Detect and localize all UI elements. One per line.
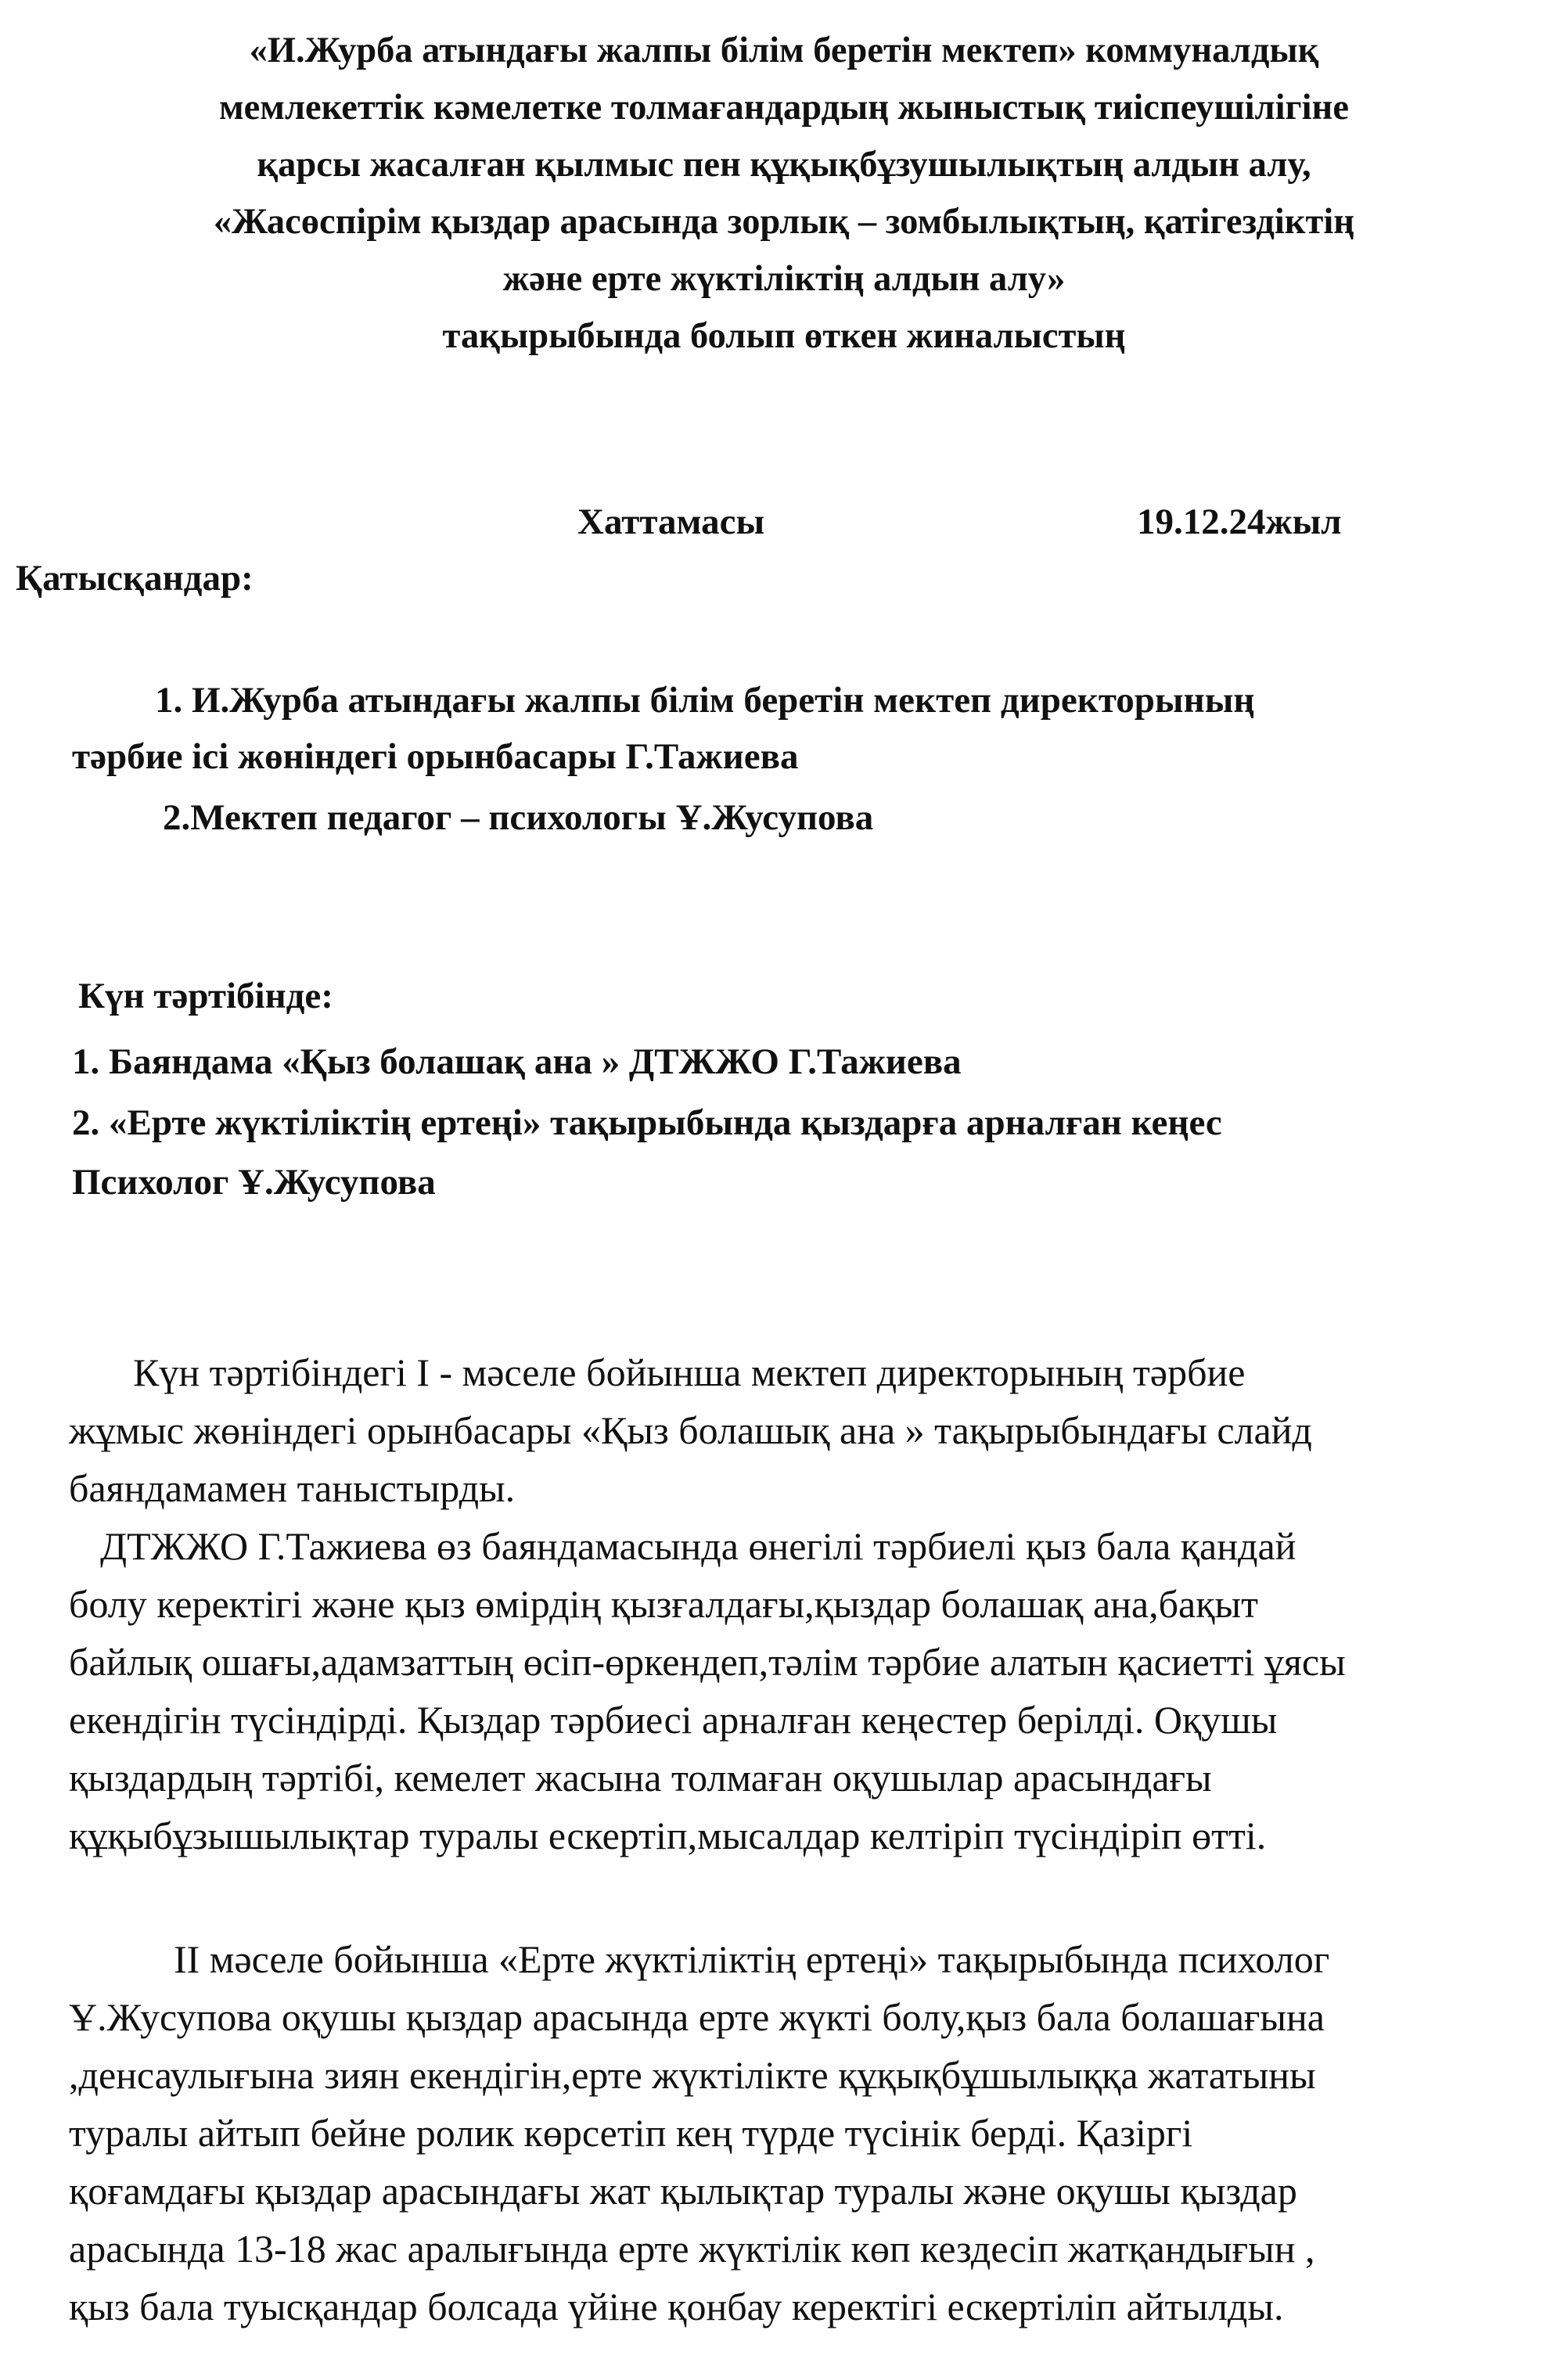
agenda-item: 1. Баяндама «Қыз болашақ ана » ДТЖЖО Г.Тажиева [72, 1041, 962, 1082]
paragraph-line: туралы айтып бейне ролик көрсетіп кең түрде түсінік берді. Қазіргі [69, 2111, 1193, 2155]
paragraph-line: ДТЖЖО Г.Тажиева өз баяндамасында өнегілі тәрбиелі қыз бала қандай [100, 1524, 1296, 1568]
participant-item: 2.Мектеп педагог – психологы Ұ.Жусупова [163, 797, 874, 838]
paragraph-line: ІІ мәселе бойынша «Ерте жүктіліктің ертеңі» тақырыбында психолог [174, 1937, 1330, 1981]
document-title [0, 22, 1568, 365]
participant-item: тәрбие ісі жөніндегі орынбасары Г.Тажиева [72, 736, 799, 777]
title-line: тақырыбында болып өткен жиналыстың [442, 316, 1126, 356]
paragraph-line: болу керектігі және қыз өмірдің қызғалдағы,қыздар болашақ ана,бақыт [69, 1582, 1258, 1626]
paragraph-line: арасында 13-18 жас аралығында ерте жүктілік көп кездесіп жатқандығын , [69, 2227, 1315, 2271]
agenda-heading: Күн тәртібінде: [78, 976, 333, 1016]
paragraph-line: жұмыс жөніндегі орынбасары «Қыз болашық ана » тақырыбындағы слайд [69, 1408, 1312, 1452]
title-line: қарсы жасалған қылмыс пен құқықбұзушылықтың алдын алу, [257, 145, 1311, 185]
paragraph-line: қоғамдағы қыздар арасындағы жат қылықтар туралы және оқушы қыздар [69, 2169, 1297, 2213]
title-line: «И.Журба атындағы жалпы білім беретін мектеп» коммуналдық [249, 31, 1319, 70]
paragraph-line: Ұ.Жусупова оқушы қыздар арасында ерте жүкті болу,қыз бала болашағына [69, 1995, 1325, 2039]
title-line: «Жасөспірім қыздар арасында зорлық – зомбылықтың, қатігездіктің [213, 202, 1355, 242]
agenda-item: Психолог Ұ.Жусупова [72, 1162, 436, 1203]
paragraph-line: Күн тәртібіндегі І - мәселе бойынша мектеп директорының тәрбие [133, 1350, 1246, 1394]
participants-heading: Қатысқандар: [16, 558, 254, 599]
paragraph-line: құқыбұзышылықтар туралы ескертіп,мысалдар келтіріп түсіндіріп өтті. [69, 1814, 1267, 1857]
paragraph-line: екендігін түсіндірді. Қыздар тәрбиесі арналған кеңестер берілді. Оқушы [69, 1698, 1278, 1742]
participant-item: 1. И.Журба атындағы жалпы білім беретін мектеп директорының [155, 680, 1255, 721]
protocol-date: 19.12.24жыл [1137, 502, 1342, 542]
agenda-item: 2. «Ерте жүктіліктің ертеңі» тақырыбында қыздарға арналған кеңес [72, 1102, 1222, 1143]
paragraph-line: байлық ошағы,адамзаттың өсіп-өркендеп,тәлім тәрбие алатын қасиетті ұясы [69, 1640, 1346, 1684]
paragraph-line: ,денсаулығына зиян екендігін,ерте жүктілікте құқықбұшылыққа жататыны [69, 2053, 1316, 2097]
title-line: және ерте жүктіліктің алдын алу» [502, 259, 1066, 299]
title-line: мемлекеттік кәмелетке толмағандардың жыныстық тиіспеушілігіне [219, 88, 1349, 128]
paragraph-line: қыздардың тәртібі, кемелет жасына толмаған оқушылар арасындағы [69, 1756, 1212, 1800]
paragraph-line: қыз бала туысқандар болсада үйіне қонбау керектігі ескертіліп айтылды. [69, 2285, 1284, 2328]
protocol-label: Хаттамасы [577, 502, 765, 542]
paragraph-line: баяндамамен таныстырды. [69, 1466, 516, 1510]
